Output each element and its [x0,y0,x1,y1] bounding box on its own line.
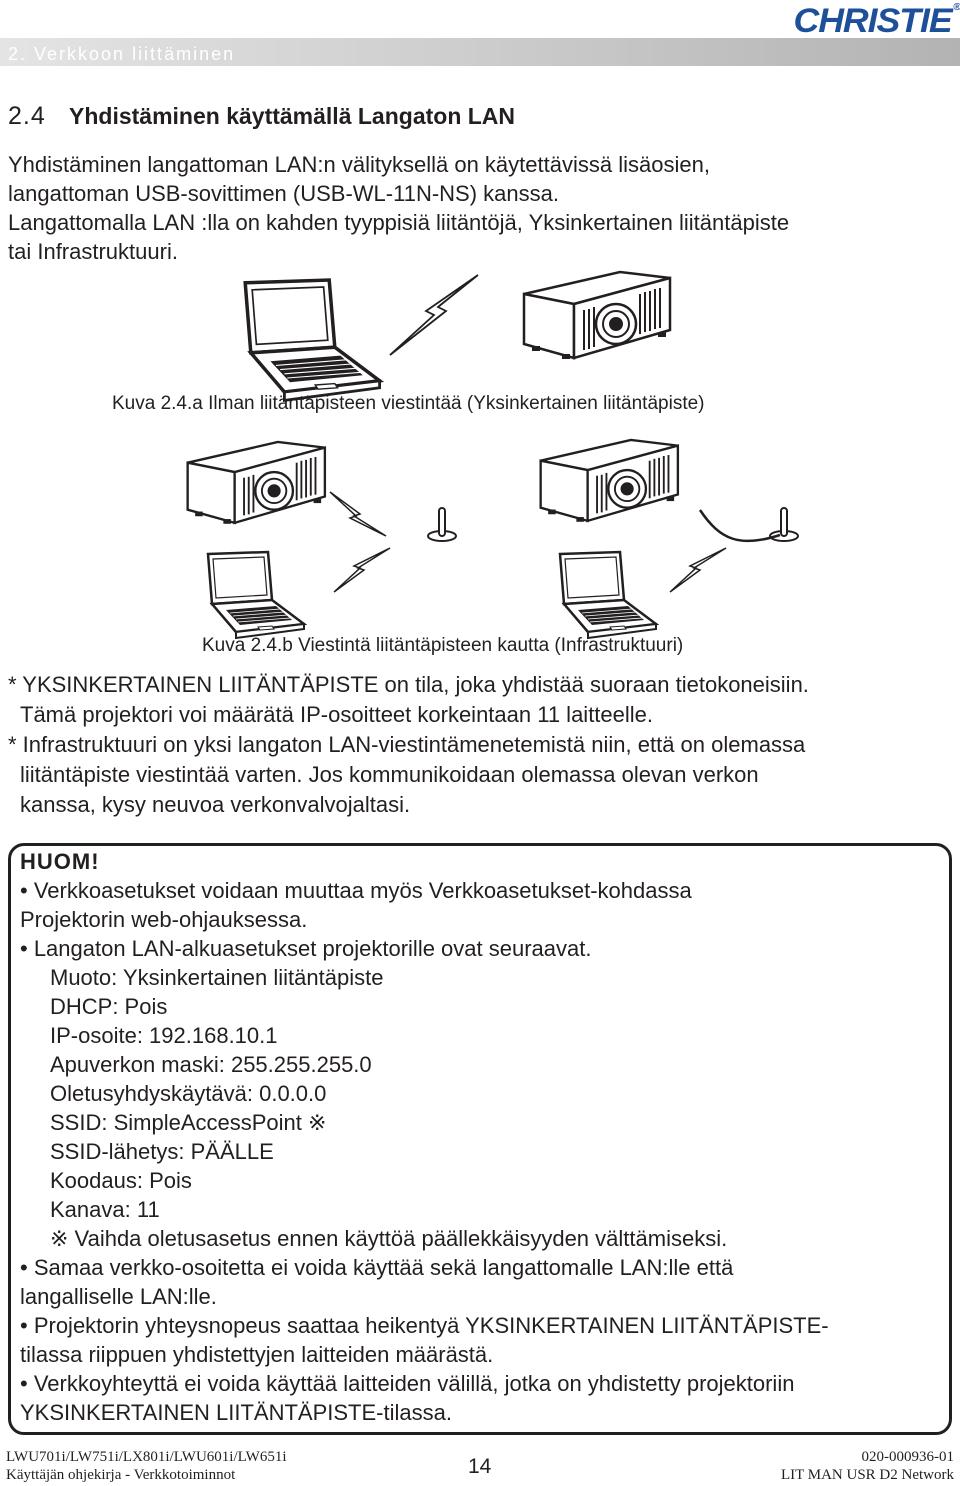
note-box-line: DHCP: Pois [50,994,168,1019]
note-box-line: IP-osoite: 192.168.10.1 [50,1023,278,1048]
note-box-line: langalliselle LAN:lle. [20,1284,217,1309]
note-line: * Infrastruktuuri on yksi langaton LAN-viestintämenetemistä niin, että on olemassa [8,732,806,757]
laptop-icon [245,280,379,400]
note-box-line: • Verkkoasetukset voidaan muuttaa myös Verkkoasetukset-kohdassa [20,878,692,903]
footer-doc-number: 020-000936-01 [861,1449,954,1465]
laptop-icon [208,552,304,638]
note-title: HUOM! [20,849,100,874]
projector-icon [541,440,678,522]
projector-icon [524,272,670,359]
note-box-line: SSID: SimpleAccessPoint ※ [50,1110,327,1135]
note-box-line: Projektorin web-ohjauksessa. [20,907,308,932]
note-line: Tämä projektori voi määrätä IP-osoitteet korkeintaan 11 laitteelle. [20,702,654,727]
access-point-icon [428,508,456,541]
note-line: liitäntäpiste viestintää varten. Jos kommunikoidaan olemassa olevan verkon [20,762,759,787]
footer-doc-code: LIT MAN USR D2 Network [780,1467,954,1483]
intro-line: langattoman USB-sovittimen (USB-WL-11N-NS) kanssa. [8,181,559,206]
laptop-icon [560,552,656,638]
note-box-line: ※ Vaihda oletusasetus ennen käyttöä päällekkäisyyden välttämiseksi. [50,1226,728,1251]
section-number: 2.4 [8,102,46,130]
wireless-bolt-icon [390,275,478,355]
wireless-bolt-icon [330,492,386,536]
section-title: Yhdistäminen käyttämällä Langaton LAN [69,103,516,129]
note-box-line: Muoto: Yksinkertainen liitäntäpiste [50,965,384,990]
note-box-line: • Langaton LAN-alkuasetukset projektorille ovat seuraavat. [20,936,592,961]
figure-caption-b: Kuva 2.4.b Viestintä liitäntäpisteen kautta (Infrastruktuuri) [202,635,684,656]
note-box-line: • Projektorin yhteysnopeus saattaa heikentyä YKSINKERTAINEN LIITÄNTÄPISTE- [20,1313,829,1338]
note-box-line: SSID-lähetys: PÄÄLLE [50,1139,274,1164]
note-box-line: YKSINKERTAINEN LIITÄNTÄPISTE-tilassa. [20,1400,452,1425]
lan-cable [700,510,780,541]
footer-manual: Käyttäjän ohjekirja - Verkkotoiminnot [6,1467,236,1483]
footer-models: LWU701i/LW751i/LX801i/LWU601i/LW651i [6,1449,287,1465]
figure-caption-a: Kuva 2.4.a Ilman liitäntäpisteen viestintää (Yksinkertainen liitäntäpiste) [112,393,705,414]
note-body [20,876,945,1427]
note-box-line: Kanava: 11 [50,1197,160,1222]
note-box-line: Koodaus: Pois [50,1168,192,1193]
brand-name: CHRISTIE [793,2,952,40]
footer-left [6,1448,287,1484]
section-label: 2. Verkkoon liittäminen [8,44,236,64]
page-number: 14 [468,1455,492,1478]
note-box-line: Oletusyhdyskäytävä: 0.0.0.0 [50,1081,327,1106]
note-box-line: Apuverkon maski: 255.255.255.0 [50,1052,372,1077]
intro-line: Langattomalla LAN :lla on kahden tyyppisiä liitäntöjä, Yksinkertainen liitäntäpiste [8,210,790,235]
notes-section [8,670,953,820]
wireless-bolt-icon [334,548,390,592]
projector-icon [188,442,325,524]
intro-line: Yhdistäminen langattoman LAN:n välityksellä on käytettävissä lisäosien, [8,152,710,177]
note-box-line: • Verkkoyhteyttä ei voida käyttää laitteiden välillä, jotka on yhdistetty projektoriin [20,1371,795,1396]
registered-mark: ® [953,2,960,13]
wireless-bolt-icon [670,548,726,592]
note-line: kanssa, kysy neuvoa verkonvalvojaltasi. [20,792,411,817]
intro-line: tai Infrastruktuuri. [8,239,178,264]
note-box-line: tilassa riippuen yhdistettyjen laitteiden määrästä. [20,1342,494,1367]
note-line: * YKSINKERTAINEN LIITÄNTÄPISTE on tila, joka yhdistää suoraan tietokoneisiin. [8,672,809,697]
footer-right [781,1448,954,1484]
note-box-line: • Samaa verkko-osoitetta ei voida käyttää sekä langattomalle LAN:lle että [20,1255,734,1280]
